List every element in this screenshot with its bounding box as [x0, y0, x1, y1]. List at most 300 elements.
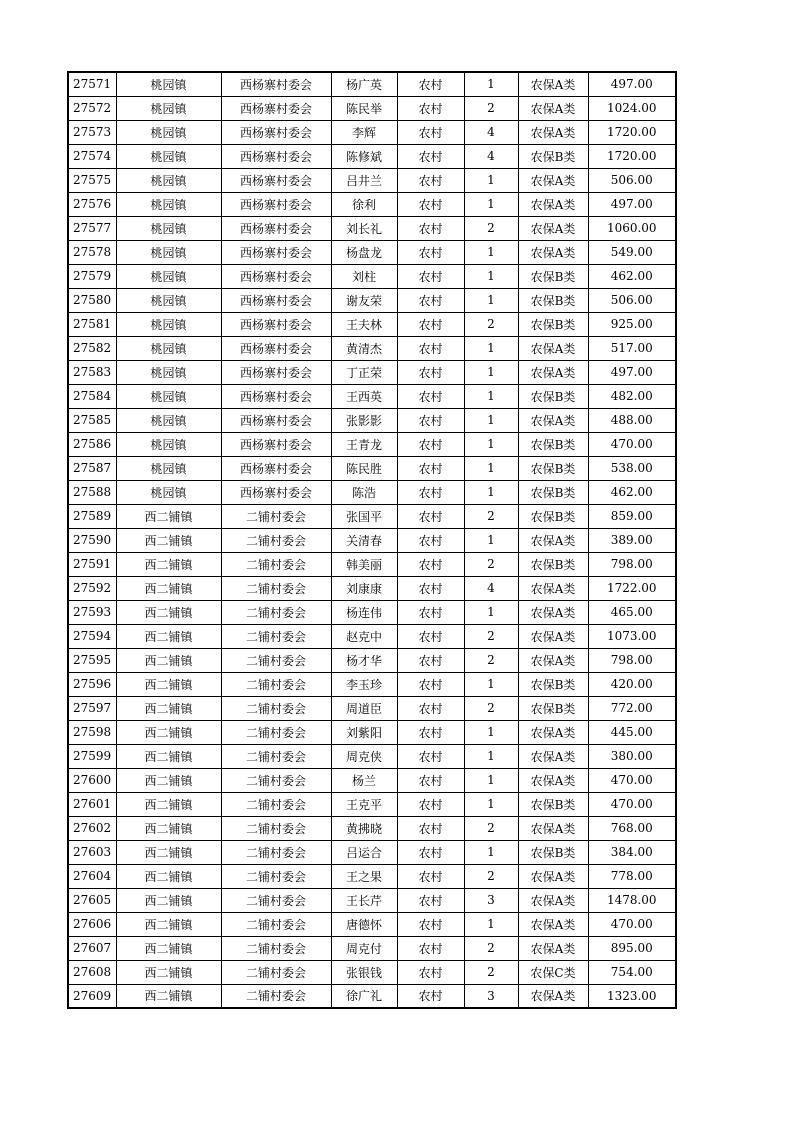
area-type-cell: 农村	[397, 96, 464, 120]
household-count-cell: 1	[464, 192, 518, 216]
town-cell: 西二铺镇	[116, 768, 221, 792]
name-cell: 杨才华	[331, 648, 397, 672]
village-committee-cell: 二铺村委会	[221, 792, 331, 816]
area-type-cell: 农村	[397, 816, 464, 840]
table-row	[68, 144, 676, 168]
household-count-cell: 2	[464, 960, 518, 984]
name-cell: 丁正荣	[331, 360, 397, 384]
table-row	[68, 360, 676, 384]
area-type-cell: 农村	[397, 936, 464, 960]
serial-number-cell: 27609	[68, 984, 116, 1008]
village-committee-cell: 二铺村委会	[221, 648, 331, 672]
village-committee-cell: 二铺村委会	[221, 888, 331, 912]
serial-number-cell: 27602	[68, 816, 116, 840]
serial-number-cell: 27586	[68, 432, 116, 456]
town-cell: 桃园镇	[116, 144, 221, 168]
table-row	[68, 72, 676, 96]
area-type-cell: 农村	[397, 792, 464, 816]
category-cell: 农保A类	[518, 336, 588, 360]
table-row	[68, 552, 676, 576]
category-cell: 农保A类	[518, 600, 588, 624]
household-count-cell: 2	[464, 504, 518, 528]
name-cell: 张国平	[331, 504, 397, 528]
area-type-cell: 农村	[397, 72, 464, 96]
town-cell: 西二铺镇	[116, 504, 221, 528]
household-count-cell: 1	[464, 744, 518, 768]
serial-number-cell: 27607	[68, 936, 116, 960]
table-row	[68, 816, 676, 840]
table-row	[68, 960, 676, 984]
household-count-cell: 1	[464, 672, 518, 696]
category-cell: 农保A类	[518, 528, 588, 552]
town-cell: 桃园镇	[116, 384, 221, 408]
household-count-cell: 2	[464, 96, 518, 120]
household-count-cell: 2	[464, 936, 518, 960]
name-cell: 刘长礼	[331, 216, 397, 240]
table-row	[68, 504, 676, 528]
household-count-cell: 1	[464, 168, 518, 192]
village-committee-cell: 西杨寨村委会	[221, 96, 331, 120]
category-cell: 农保B类	[518, 480, 588, 504]
category-cell: 农保A类	[518, 888, 588, 912]
amount-cell: 470.00	[588, 792, 676, 816]
table-row	[68, 528, 676, 552]
household-count-cell: 4	[464, 144, 518, 168]
serial-number-cell: 27605	[68, 888, 116, 912]
serial-number-cell: 27590	[68, 528, 116, 552]
household-count-cell: 2	[464, 624, 518, 648]
name-cell: 杨广英	[331, 72, 397, 96]
table-row	[68, 576, 676, 600]
area-type-cell: 农村	[397, 384, 464, 408]
serial-number-cell: 27578	[68, 240, 116, 264]
town-cell: 桃园镇	[116, 360, 221, 384]
serial-number-cell: 27604	[68, 864, 116, 888]
category-cell: 农保A类	[518, 168, 588, 192]
table-row	[68, 696, 676, 720]
category-cell: 农保A类	[518, 768, 588, 792]
name-cell: 王青龙	[331, 432, 397, 456]
village-committee-cell: 二铺村委会	[221, 672, 331, 696]
category-cell: 农保B类	[518, 792, 588, 816]
category-cell: 农保A类	[518, 216, 588, 240]
serial-number-cell: 27584	[68, 384, 116, 408]
town-cell: 西二铺镇	[116, 600, 221, 624]
town-cell: 西二铺镇	[116, 648, 221, 672]
village-committee-cell: 二铺村委会	[221, 816, 331, 840]
household-count-cell: 1	[464, 432, 518, 456]
amount-cell: 470.00	[588, 912, 676, 936]
amount-cell: 380.00	[588, 744, 676, 768]
category-cell: 农保A类	[518, 936, 588, 960]
town-cell: 西二铺镇	[116, 792, 221, 816]
serial-number-cell: 27594	[68, 624, 116, 648]
serial-number-cell: 27595	[68, 648, 116, 672]
household-count-cell: 2	[464, 216, 518, 240]
table-row	[68, 168, 676, 192]
table-row	[68, 624, 676, 648]
amount-cell: 462.00	[588, 480, 676, 504]
village-committee-cell: 西杨寨村委会	[221, 288, 331, 312]
serial-number-cell: 27599	[68, 744, 116, 768]
area-type-cell: 农村	[397, 864, 464, 888]
town-cell: 桃园镇	[116, 72, 221, 96]
village-committee-cell: 西杨寨村委会	[221, 168, 331, 192]
household-count-cell: 1	[464, 72, 518, 96]
category-cell: 农保A类	[518, 624, 588, 648]
table-row	[68, 744, 676, 768]
town-cell: 桃园镇	[116, 96, 221, 120]
area-type-cell: 农村	[397, 552, 464, 576]
amount-cell: 549.00	[588, 240, 676, 264]
town-cell: 西二铺镇	[116, 552, 221, 576]
name-cell: 关清春	[331, 528, 397, 552]
name-cell: 黄清杰	[331, 336, 397, 360]
category-cell: 农保B类	[518, 672, 588, 696]
town-cell: 西二铺镇	[116, 720, 221, 744]
amount-cell: 420.00	[588, 672, 676, 696]
household-count-cell: 1	[464, 792, 518, 816]
serial-number-cell: 27587	[68, 456, 116, 480]
table-row	[68, 888, 676, 912]
household-count-cell: 2	[464, 552, 518, 576]
area-type-cell: 农村	[397, 624, 464, 648]
town-cell: 西二铺镇	[116, 744, 221, 768]
village-committee-cell: 西杨寨村委会	[221, 144, 331, 168]
amount-cell: 497.00	[588, 360, 676, 384]
village-committee-cell: 二铺村委会	[221, 528, 331, 552]
village-committee-cell: 二铺村委会	[221, 768, 331, 792]
amount-cell: 895.00	[588, 936, 676, 960]
area-type-cell: 农村	[397, 144, 464, 168]
area-type-cell: 农村	[397, 168, 464, 192]
amount-cell: 462.00	[588, 264, 676, 288]
town-cell: 桃园镇	[116, 480, 221, 504]
area-type-cell: 农村	[397, 768, 464, 792]
area-type-cell: 农村	[397, 264, 464, 288]
town-cell: 西二铺镇	[116, 984, 221, 1008]
household-count-cell: 1	[464, 912, 518, 936]
town-cell: 西二铺镇	[116, 888, 221, 912]
town-cell: 西二铺镇	[116, 672, 221, 696]
village-committee-cell: 二铺村委会	[221, 936, 331, 960]
serial-number-cell: 27601	[68, 792, 116, 816]
amount-cell: 482.00	[588, 384, 676, 408]
area-type-cell: 农村	[397, 600, 464, 624]
amount-cell: 488.00	[588, 408, 676, 432]
town-cell: 西二铺镇	[116, 528, 221, 552]
name-cell: 陈民举	[331, 96, 397, 120]
serial-number-cell: 27598	[68, 720, 116, 744]
serial-number-cell: 27571	[68, 72, 116, 96]
village-committee-cell: 西杨寨村委会	[221, 72, 331, 96]
area-type-cell: 农村	[397, 336, 464, 360]
category-cell: 农保A类	[518, 984, 588, 1008]
town-cell: 桃园镇	[116, 312, 221, 336]
serial-number-cell: 27576	[68, 192, 116, 216]
amount-cell: 778.00	[588, 864, 676, 888]
serial-number-cell: 27603	[68, 840, 116, 864]
amount-cell: 768.00	[588, 816, 676, 840]
town-cell: 桃园镇	[116, 192, 221, 216]
village-committee-cell: 西杨寨村委会	[221, 192, 331, 216]
household-count-cell: 1	[464, 768, 518, 792]
amount-cell: 517.00	[588, 336, 676, 360]
village-committee-cell: 西杨寨村委会	[221, 384, 331, 408]
household-count-cell: 1	[464, 288, 518, 312]
area-type-cell: 农村	[397, 240, 464, 264]
name-cell: 杨连伟	[331, 600, 397, 624]
amount-cell: 1024.00	[588, 96, 676, 120]
area-type-cell: 农村	[397, 216, 464, 240]
serial-number-cell: 27583	[68, 360, 116, 384]
name-cell: 陈修斌	[331, 144, 397, 168]
category-cell: 农保A类	[518, 96, 588, 120]
category-cell: 农保A类	[518, 240, 588, 264]
amount-cell: 1073.00	[588, 624, 676, 648]
household-count-cell: 1	[464, 240, 518, 264]
village-committee-cell: 二铺村委会	[221, 624, 331, 648]
area-type-cell: 农村	[397, 432, 464, 456]
serial-number-cell: 27580	[68, 288, 116, 312]
town-cell: 西二铺镇	[116, 960, 221, 984]
name-cell: 吕运合	[331, 840, 397, 864]
table-row	[68, 336, 676, 360]
name-cell: 吕井兰	[331, 168, 397, 192]
category-cell: 农保A类	[518, 720, 588, 744]
household-count-cell: 4	[464, 120, 518, 144]
serial-number-cell: 27575	[68, 168, 116, 192]
name-cell: 刘紫阳	[331, 720, 397, 744]
village-committee-cell: 二铺村委会	[221, 576, 331, 600]
amount-cell: 506.00	[588, 288, 676, 312]
name-cell: 刘柱	[331, 264, 397, 288]
table-row	[68, 432, 676, 456]
household-count-cell: 4	[464, 576, 518, 600]
area-type-cell: 农村	[397, 288, 464, 312]
category-cell: 农保B类	[518, 264, 588, 288]
category-cell: 农保B类	[518, 384, 588, 408]
town-cell: 桃园镇	[116, 168, 221, 192]
town-cell: 桃园镇	[116, 456, 221, 480]
category-cell: 农保A类	[518, 912, 588, 936]
table-row	[68, 840, 676, 864]
table-row	[68, 984, 676, 1008]
amount-cell: 1720.00	[588, 144, 676, 168]
town-cell: 桃园镇	[116, 408, 221, 432]
household-count-cell: 1	[464, 408, 518, 432]
table-row	[68, 240, 676, 264]
name-cell: 王夫林	[331, 312, 397, 336]
amount-cell: 798.00	[588, 552, 676, 576]
village-committee-cell: 二铺村委会	[221, 840, 331, 864]
name-cell: 唐德怀	[331, 912, 397, 936]
amount-cell: 470.00	[588, 768, 676, 792]
village-committee-cell: 西杨寨村委会	[221, 480, 331, 504]
amount-cell: 1722.00	[588, 576, 676, 600]
household-count-cell: 1	[464, 528, 518, 552]
table-row	[68, 312, 676, 336]
table-row	[68, 120, 676, 144]
name-cell: 王克平	[331, 792, 397, 816]
name-cell: 周克付	[331, 936, 397, 960]
table-row	[68, 456, 676, 480]
table-row	[68, 912, 676, 936]
village-committee-cell: 西杨寨村委会	[221, 240, 331, 264]
name-cell: 杨兰	[331, 768, 397, 792]
serial-number-cell: 27579	[68, 264, 116, 288]
amount-cell: 1323.00	[588, 984, 676, 1008]
household-count-cell: 1	[464, 456, 518, 480]
town-cell: 西二铺镇	[116, 624, 221, 648]
household-count-cell: 2	[464, 864, 518, 888]
name-cell: 王西英	[331, 384, 397, 408]
serial-number-cell: 27574	[68, 144, 116, 168]
village-committee-cell: 西杨寨村委会	[221, 120, 331, 144]
village-committee-cell: 西杨寨村委会	[221, 264, 331, 288]
area-type-cell: 农村	[397, 648, 464, 672]
town-cell: 桃园镇	[116, 432, 221, 456]
area-type-cell: 农村	[397, 696, 464, 720]
area-type-cell: 农村	[397, 984, 464, 1008]
category-cell: 农保B类	[518, 456, 588, 480]
name-cell: 王长芹	[331, 888, 397, 912]
village-committee-cell: 二铺村委会	[221, 600, 331, 624]
amount-cell: 859.00	[588, 504, 676, 528]
category-cell: 农保A类	[518, 120, 588, 144]
serial-number-cell: 27592	[68, 576, 116, 600]
category-cell: 农保A类	[518, 72, 588, 96]
town-cell: 桃园镇	[116, 240, 221, 264]
village-committee-cell: 二铺村委会	[221, 720, 331, 744]
serial-number-cell: 27597	[68, 696, 116, 720]
town-cell: 西二铺镇	[116, 912, 221, 936]
name-cell: 杨盘龙	[331, 240, 397, 264]
village-committee-cell: 西杨寨村委会	[221, 408, 331, 432]
category-cell: 农保B类	[518, 552, 588, 576]
village-committee-cell: 西杨寨村委会	[221, 312, 331, 336]
household-count-cell: 1	[464, 264, 518, 288]
category-cell: 农保A类	[518, 864, 588, 888]
village-committee-cell: 二铺村委会	[221, 984, 331, 1008]
amount-cell: 1720.00	[588, 120, 676, 144]
area-type-cell: 农村	[397, 672, 464, 696]
name-cell: 陈浩	[331, 480, 397, 504]
area-type-cell: 农村	[397, 744, 464, 768]
serial-number-cell: 27606	[68, 912, 116, 936]
town-cell: 西二铺镇	[116, 864, 221, 888]
category-cell: 农保B类	[518, 696, 588, 720]
village-committee-cell: 二铺村委会	[221, 912, 331, 936]
amount-cell: 754.00	[588, 960, 676, 984]
household-count-cell: 1	[464, 720, 518, 744]
name-cell: 周道臣	[331, 696, 397, 720]
town-cell: 桃园镇	[116, 120, 221, 144]
household-count-cell: 1	[464, 480, 518, 504]
area-type-cell: 农村	[397, 120, 464, 144]
table-row	[68, 648, 676, 672]
name-cell: 赵克中	[331, 624, 397, 648]
table-body	[68, 72, 676, 1008]
household-count-cell: 2	[464, 696, 518, 720]
household-count-cell: 2	[464, 312, 518, 336]
area-type-cell: 农村	[397, 504, 464, 528]
table-row	[68, 864, 676, 888]
name-cell: 李辉	[331, 120, 397, 144]
area-type-cell: 农村	[397, 888, 464, 912]
serial-number-cell: 27573	[68, 120, 116, 144]
serial-number-cell: 27608	[68, 960, 116, 984]
category-cell: 农保A类	[518, 744, 588, 768]
area-type-cell: 农村	[397, 960, 464, 984]
table-row	[68, 264, 676, 288]
village-committee-cell: 西杨寨村委会	[221, 360, 331, 384]
household-count-cell: 1	[464, 384, 518, 408]
category-cell: 农保A类	[518, 576, 588, 600]
household-count-cell: 3	[464, 888, 518, 912]
serial-number-cell: 27596	[68, 672, 116, 696]
amount-cell: 384.00	[588, 840, 676, 864]
town-cell: 西二铺镇	[116, 936, 221, 960]
area-type-cell: 农村	[397, 456, 464, 480]
name-cell: 张银钱	[331, 960, 397, 984]
area-type-cell: 农村	[397, 720, 464, 744]
assistance-table	[67, 71, 677, 1009]
village-committee-cell: 二铺村委会	[221, 552, 331, 576]
area-type-cell: 农村	[397, 408, 464, 432]
village-committee-cell: 西杨寨村委会	[221, 432, 331, 456]
village-committee-cell: 二铺村委会	[221, 960, 331, 984]
amount-cell: 925.00	[588, 312, 676, 336]
name-cell: 李玉珍	[331, 672, 397, 696]
amount-cell: 445.00	[588, 720, 676, 744]
amount-cell: 1060.00	[588, 216, 676, 240]
category-cell: 农保B类	[518, 288, 588, 312]
table-row	[68, 408, 676, 432]
table-row	[68, 936, 676, 960]
village-committee-cell: 二铺村委会	[221, 504, 331, 528]
amount-cell: 465.00	[588, 600, 676, 624]
table-row	[68, 216, 676, 240]
town-cell: 桃园镇	[116, 264, 221, 288]
town-cell: 桃园镇	[116, 216, 221, 240]
serial-number-cell: 27593	[68, 600, 116, 624]
table-row	[68, 96, 676, 120]
village-committee-cell: 二铺村委会	[221, 696, 331, 720]
serial-number-cell: 27581	[68, 312, 116, 336]
household-count-cell: 1	[464, 360, 518, 384]
amount-cell: 1478.00	[588, 888, 676, 912]
town-cell: 西二铺镇	[116, 576, 221, 600]
category-cell: 农保A类	[518, 360, 588, 384]
household-count-cell: 1	[464, 336, 518, 360]
table-row	[68, 600, 676, 624]
household-count-cell: 2	[464, 816, 518, 840]
table-row	[68, 480, 676, 504]
name-cell: 刘康康	[331, 576, 397, 600]
table-row	[68, 192, 676, 216]
serial-number-cell: 27585	[68, 408, 116, 432]
amount-cell: 538.00	[588, 456, 676, 480]
name-cell: 黄拂晓	[331, 816, 397, 840]
category-cell: 农保C类	[518, 960, 588, 984]
amount-cell: 772.00	[588, 696, 676, 720]
table-row	[68, 384, 676, 408]
name-cell: 徐利	[331, 192, 397, 216]
category-cell: 农保B类	[518, 432, 588, 456]
name-cell: 陈民胜	[331, 456, 397, 480]
area-type-cell: 农村	[397, 312, 464, 336]
